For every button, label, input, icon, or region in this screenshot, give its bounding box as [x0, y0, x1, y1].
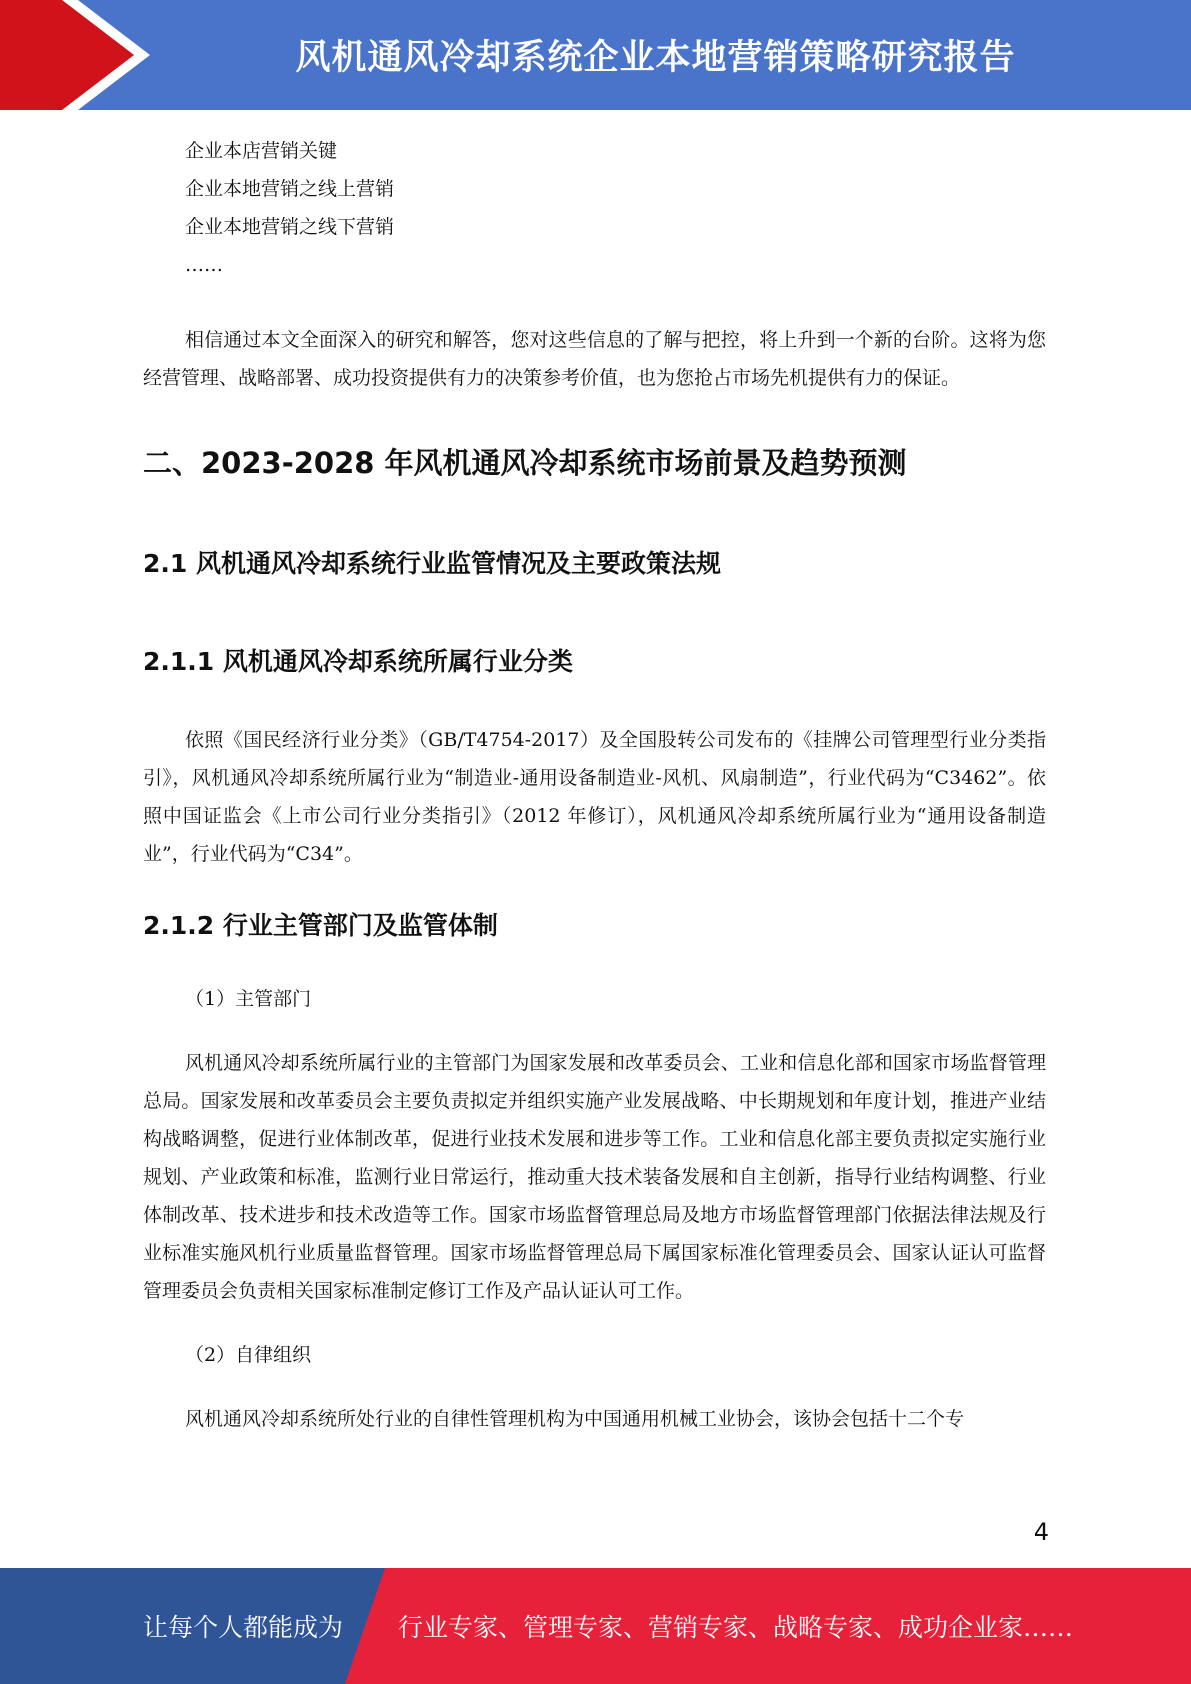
page-number: 4 — [1033, 1518, 1049, 1546]
footer-slogan-left: 让每个人都能成为 — [143, 1613, 344, 1642]
page-header — [0, 0, 1191, 110]
industry-classification-paragraph: 依照《国民经济行业分类》（GB/T4754-2017）及全国股转公司发布的《挂牌公司管理型行业分类指引》，风机通风冷却系统所属行业为“制造业-通用设备制造业-风机、风扇制造”，行业代码为“C3462”。依照中国证监会《上市公司行业分类指引》（2012 年修订），风机通风冷却系统所属行业为“通用设备制造业”，行业代码为“C34”。 — [143, 729, 1046, 865]
section-2-heading: 二、2023-2028 年风机通风冷却系统市场前景及趋势预测 — [143, 446, 907, 480]
intro-paragraph: 相信通过本文全面深入的研究和解答，您对这些信息的了解与把控，将上升到一个新的台阶。这将为您经营管理、战略部署、成功投资提供有力的决策参考价值，也为您抢占市场先机提供有力的保证。 — [143, 329, 1046, 389]
regulator-paragraph: 风机通风冷却系统所属行业的主管部门为国家发展和改革委员会、工业和信息化部和国家市场监督管理总局。国家发展和改革委员会主要负责拟定并组织实施产业发展战略、中长期规划和年度计划，推进产业结构战略调整，促进行业体制改革，促进行业技术发展和进步等工作。工业和信息化部主要负责拟定实施行业规划、产业政策和标准，监测行业日常运行，推动重大技术装备发展和自主创新，指导行业结构调整、行业体制改革、技术进步和技术改造等工作。国家市场监督管理总局及地方市场监督管理部门依据法律法规及行业标准实施风机行业质量监督管理。国家市场监督管理总局下属国家标准化管理委员会、国家认证认可监督管理委员会负责相关国家标准制定修订工作及产品认证认可工作。 — [143, 1052, 1046, 1302]
footer-slogan-right: 行业专家、管理专家、营销专家、战略专家、成功企业家…… — [398, 1613, 1074, 1642]
section-2-1-heading: 2.1 风机通风冷却系统行业监管情况及主要政策法规 — [143, 549, 721, 578]
header-red-arrow — [0, 0, 134, 110]
list-item-ellipsis: …… — [185, 254, 223, 276]
subsection-label: （1）主管部门 — [185, 988, 312, 1010]
list-item: 企业本地营销之线下营销 — [185, 216, 395, 238]
page-content — [143, 132, 1046, 1438]
page-footer — [0, 1568, 1191, 1684]
list-item: 企业本地营销之线上营销 — [185, 178, 395, 200]
section-2-1-2-heading: 2.1.2 行业主管部门及监管体制 — [143, 911, 498, 940]
subsection-label: （2）自律组织 — [185, 1344, 312, 1366]
list-item: 企业本店营销关键 — [185, 140, 338, 162]
self-regulation-paragraph: 风机通风冷却系统所处行业的自律性管理机构为中国通用机械工业协会，该协会包括十二个专 — [185, 1408, 965, 1430]
section-2-1-1-heading: 2.1.1 风机通风冷却系统所属行业分类 — [143, 647, 573, 676]
report-title: 风机通风冷却系统企业本地营销策略研究报告 — [295, 38, 1016, 78]
